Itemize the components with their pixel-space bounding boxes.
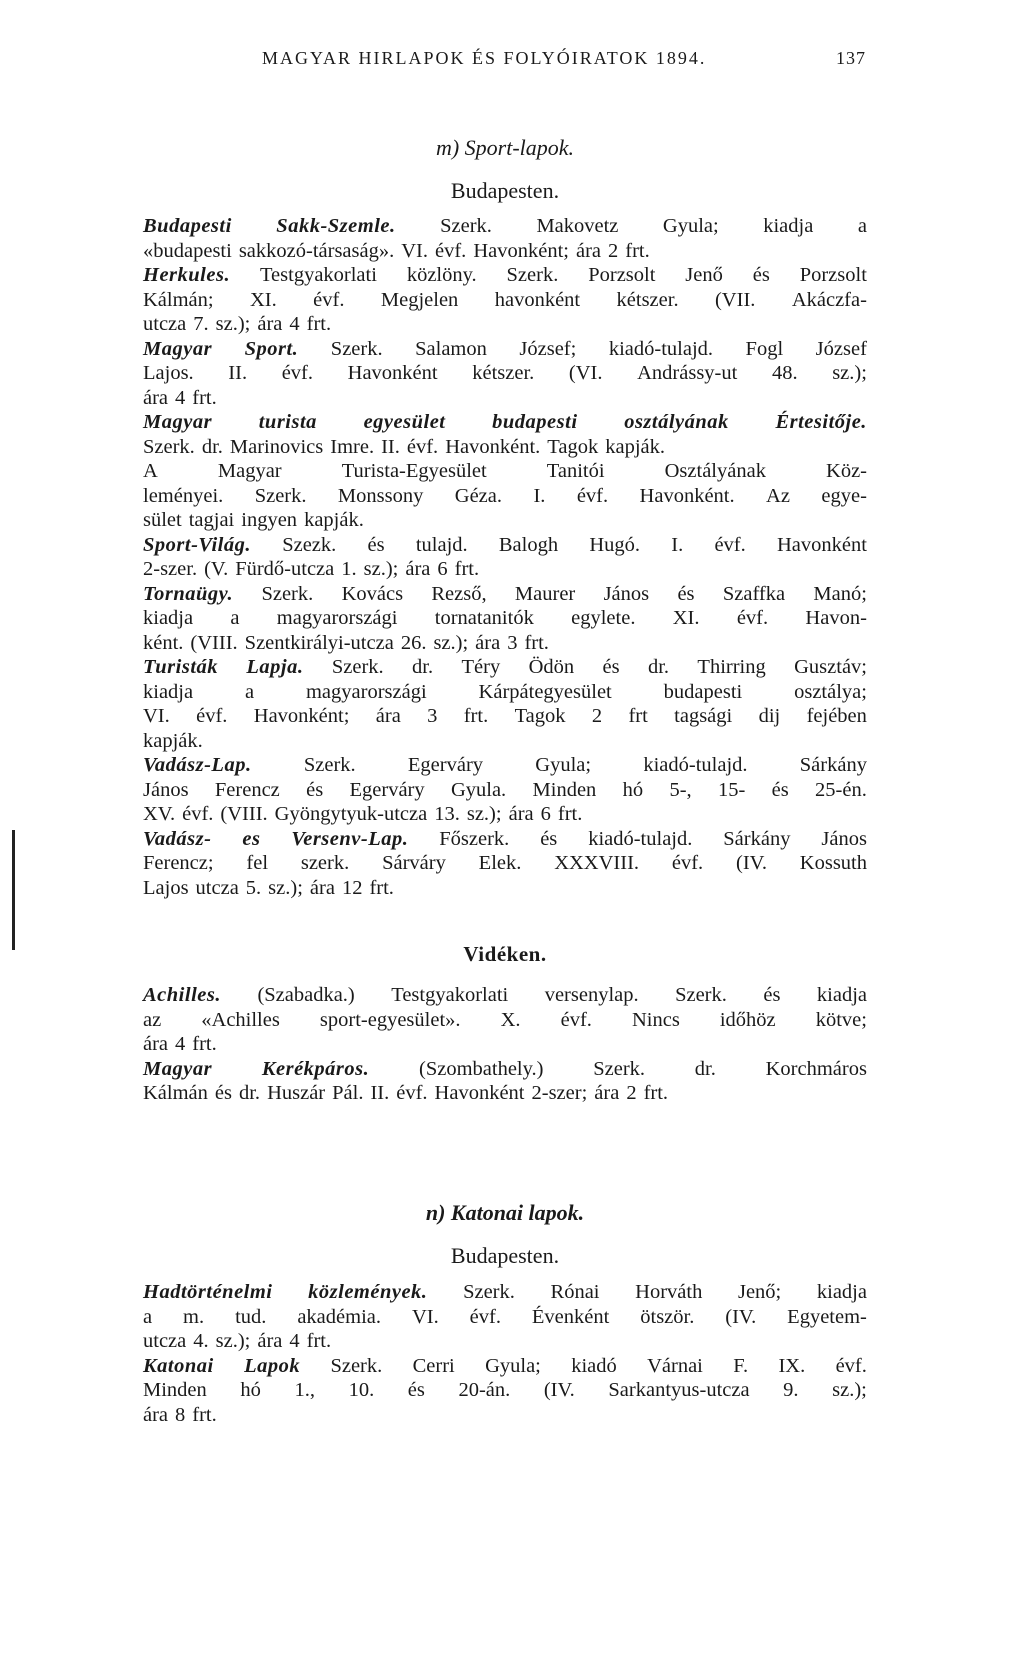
entry-line: Magyar turista egyesület budapesti osztályának Értesitője.	[143, 411, 867, 433]
list-item	[143, 459, 867, 533]
subheading-videken: Vidéken.	[463, 942, 547, 966]
list-item	[143, 533, 867, 582]
entry-line: Hadtörténelmi közlemények. Szerk. Rónai Horváth Jenő; kiadja	[143, 1281, 867, 1303]
entry-line: utcza 4. sz.); ára 4 frt.	[143, 1330, 332, 1352]
entry-line: Ferencz; fel szerk. Sárváry Elek. XXXVIII. évf. (IV. Kossuth	[143, 852, 867, 874]
running-head-title: MAGYAR HIRLAPOK ÉS FOLYÓIRATOK 1894.	[262, 48, 707, 68]
list-item	[143, 983, 867, 1057]
list-item	[143, 582, 867, 656]
list-item	[143, 1057, 867, 1106]
list-item	[143, 753, 867, 827]
entry-line: a m. tud. akadémia. VI. évf. Évenként ötször. (IV. Egyetem-	[143, 1305, 867, 1328]
entry-line: Turisták Lapja. Szerk. dr. Téry Ödön és dr. Thirring Gusztáv;	[143, 656, 867, 678]
list-item	[143, 655, 867, 753]
entry-line: kiadja a magyarországi Kárpátegyesület budapesti osztálya;	[143, 680, 867, 703]
entry-line: ként. (VIII. Szentkirályi-utcza 26. sz.); ára 3 frt.	[143, 631, 549, 654]
entry-line: kiadja a magyarországi tornatanitók egylete. XI. évf. Havon-	[143, 607, 867, 629]
entry-line: ára 4 frt.	[143, 386, 217, 409]
entry-line: XV. évf. (VIII. Gyöngytyuk-utcza 13. sz.); ára 6 frt.	[143, 803, 583, 825]
entry-line: Kálmán és dr. Huszár Pál. II. évf. Havonként 2-szer; ára 2 frt.	[143, 1082, 669, 1104]
entry-line: leményei. Szerk. Monssony Géza. I. évf. Havonként. Az egye-	[143, 484, 867, 507]
entry-line: Lajos. II. évf. Havonként kétszer. (VI. Andrássy-ut 48. sz.);	[143, 362, 867, 384]
entry-line: utcza 7. sz.); ára 4 frt.	[143, 313, 332, 335]
list-item	[143, 337, 867, 411]
list-item	[143, 1354, 867, 1428]
margin-rule	[12, 830, 15, 950]
entry-line: ára 8 frt.	[143, 1403, 217, 1426]
list-item	[143, 410, 867, 459]
entry-line: Achilles. (Szabadka.) Testgyakorlati versenylap. Szerk. és kiadja	[143, 984, 867, 1006]
entry-line: sület tagjai ingyen kapják.	[143, 509, 364, 531]
entry-line: Herkules. Testgyakorlati közlöny. Szerk. Porzsolt Jenő és Porzsolt	[143, 264, 867, 286]
entry-line: Tornaügy. Szerk. Kovács Rezső, Maurer János és Szaffka Manó;	[143, 582, 867, 605]
entry-line: Kálmán; XI. évf. Megjelen havonként kétszer. (VII. Akáczfa-	[143, 288, 867, 311]
list-item	[143, 827, 867, 901]
entry-line: az «Achilles sport-egyesület». X. évf. Nincs időhöz kötve;	[143, 1008, 867, 1031]
entry-line: János Ferencz és Egerváry Gyula. Minden hó 5-, 15- és 25-én.	[143, 778, 867, 801]
section-title-sport: m) Sport-lapok.	[435, 135, 575, 160]
entry-line: Budapesti Sakk-Szemle. Szerk. Makovetz Gyula; kiadja a	[143, 215, 867, 237]
list-item	[143, 1280, 867, 1354]
entry-line: VI. évf. Havonként; ára 3 frt. Tagok 2 frt tagsági dij fejében	[143, 705, 867, 727]
subheading-budapesten: Budapesten.	[450, 178, 560, 203]
entry-line: A Magyar Turista-Egyesület Tanitói Osztályának Köz-	[143, 460, 867, 482]
section-title-katonai: n) Katonai lapok.	[425, 1200, 585, 1225]
entry-line: Sport-Világ. Szezk. és tulajd. Balogh Hugó. I. évf. Havonként	[143, 533, 867, 556]
entry-line: 2-szer. (V. Fürdő-utcza 1. sz.); ára 6 frt.	[143, 558, 480, 580]
entry-line: Vadász-Lap. Szerk. Egerváry Gyula; kiadó-tulajd. Sárkány	[143, 754, 867, 776]
list-item	[143, 263, 867, 337]
entry-line: kapják.	[143, 729, 203, 752]
entry-line: Minden hó 1., 10. és 20-án. (IV. Sarkantyus-utcza 9. sz.);	[143, 1379, 867, 1401]
entry-line: «budapesti sakkozó-társaság». VI. évf. Havonként; ára 2 frt.	[143, 239, 650, 262]
entry-line: ára 4 frt.	[143, 1033, 217, 1055]
entry-line: Szerk. dr. Marinovics Imre. II. évf. Havonként. Tagok kapják.	[143, 435, 665, 458]
entry-line: Magyar Sport. Szerk. Salamon József; kiadó-tulajd. Fogl József	[143, 337, 867, 360]
entry-line: Lajos utcza 5. sz.); ára 12 frt.	[143, 876, 394, 899]
page-number: 137	[836, 48, 866, 68]
entry-line: Magyar Kerékpáros. (Szombathely.) Szerk. dr. Korchmáros	[143, 1057, 867, 1080]
entry-line: Katonai Lapok Szerk. Cerri Gyula; kiadó Várnai F. IX. évf.	[143, 1354, 867, 1377]
entry-line: Vadász- es Versenv-Lap. Főszerk. és kiadó-tulajd. Sárkány János	[143, 827, 867, 850]
list-item	[143, 214, 867, 263]
subheading-budapesten-katonai: Budapesten.	[450, 1243, 560, 1268]
